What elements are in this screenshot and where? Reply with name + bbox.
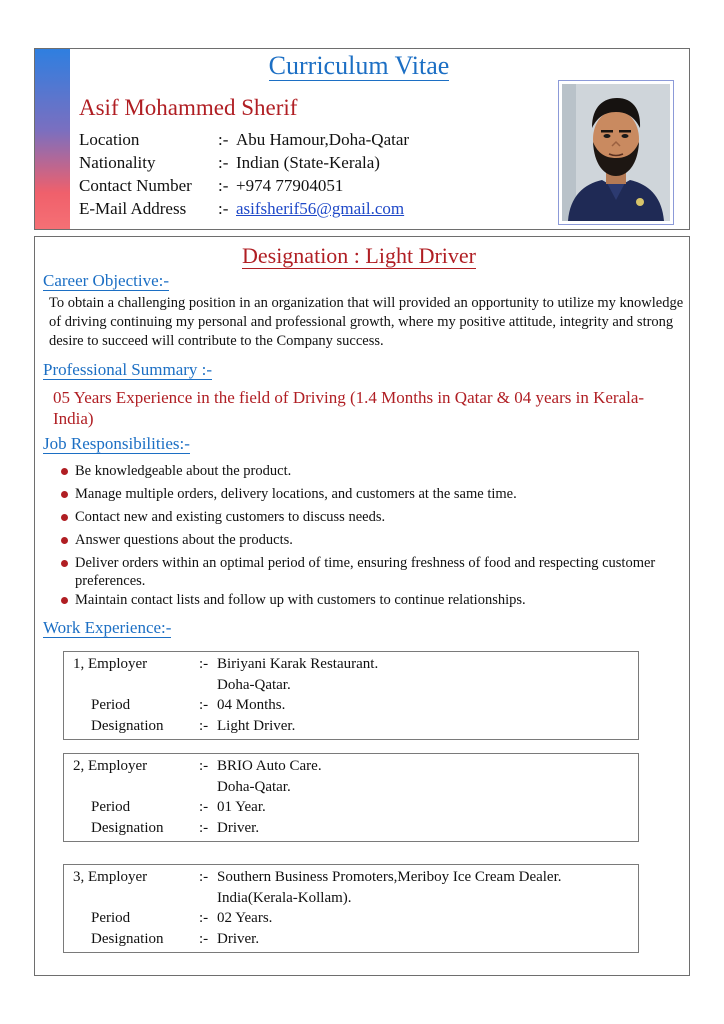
designation-row — [73, 818, 638, 839]
employer-location: Doha-Qatar. — [217, 676, 291, 693]
list-item: Answer questions about the products. — [61, 531, 681, 549]
email-value — [236, 197, 404, 220]
entry-separator: :- — [199, 910, 209, 926]
employer-label: 2, Employer — [73, 758, 148, 774]
employer-row — [73, 756, 638, 777]
job-responsibilities-heading — [43, 434, 190, 454]
profile-photo — [562, 84, 670, 221]
nationality-value: Indian (State-Kerala) — [236, 153, 380, 172]
contact-number-value: +974 77904051 — [236, 176, 344, 195]
work-experience-entry-1 — [63, 651, 639, 740]
designation-row — [73, 929, 638, 950]
info-row-location — [79, 128, 409, 151]
location-row — [73, 777, 638, 798]
designation-text: Designation : Light Driver — [241, 243, 476, 268]
employer-name: BRIO Auto Care. — [217, 758, 322, 774]
list-item: Deliver orders within an optimal period of time, ensuring freshness of food and respecting customer preferences. — [61, 554, 681, 590]
entry-separator: :- — [199, 697, 209, 713]
period-row — [73, 908, 638, 929]
work-experience-entry-3 — [63, 864, 639, 953]
info-key: E-Mail Address — [79, 199, 187, 218]
employer-location: Doha-Qatar. — [217, 778, 291, 795]
info-row-email — [79, 197, 409, 220]
career-objective-text: To obtain a challenging position in an organization that will provided an opportunity to utilize my knowledge of driving continuing my personal and professional growth, where my positive attitude, integrity and strong desire to succeed will contribute to the Company success. — [49, 295, 684, 349]
header-section — [34, 48, 690, 230]
entry-separator: :- — [199, 758, 209, 774]
period-value: 02 Years. — [217, 910, 273, 926]
career-objective-heading — [43, 271, 169, 291]
entry-separator: :- — [199, 819, 209, 836]
work-experience-entry-2 — [63, 753, 639, 842]
designation-label: Designation — [91, 717, 164, 734]
profile-photo-frame — [558, 80, 674, 225]
period-value: 01 Year. — [217, 799, 266, 815]
period-label: Period — [91, 799, 131, 815]
info-separator: :- — [218, 130, 229, 149]
list-item: Contact new and existing customers to discuss needs. — [61, 508, 681, 526]
profile-photo-image — [562, 84, 670, 221]
professional-summary-text: 05 Years Experience in the field of Driving (1.4 Months in Qatar & 04 years in Kerala-India) — [53, 388, 645, 428]
location-value: Abu Hamour,Doha-Qatar — [236, 130, 410, 149]
designation-value: Light Driver. — [217, 717, 296, 734]
entry-separator: :- — [199, 930, 209, 947]
job-responsibilities-list — [61, 462, 681, 609]
entry-separator: :- — [199, 799, 209, 815]
period-label: Period — [91, 697, 131, 713]
info-separator: :- — [218, 176, 229, 195]
employer-label: 1, Employer — [73, 656, 148, 672]
employer-location: India(Kerala-Kollam). — [217, 889, 352, 906]
designation-row — [73, 716, 638, 737]
period-label: Period — [91, 910, 131, 926]
employer-row — [73, 654, 638, 675]
designation-value: Driver. — [217, 819, 260, 836]
location-row — [73, 675, 638, 696]
list-item: Manage multiple orders, delivery locations, and customers at the same time. — [61, 485, 681, 503]
designation-label: Designation — [91, 930, 164, 947]
professional-summary-heading — [43, 360, 212, 380]
entry-separator: :- — [199, 717, 209, 734]
entry-separator: :- — [199, 656, 209, 672]
person-name: Asif Mohammed Sherif — [79, 95, 298, 120]
info-row-nationality — [79, 151, 409, 174]
work-experience-heading-text: Work Experience:- — [43, 618, 172, 637]
info-key: Nationality — [79, 153, 156, 172]
designation-heading — [35, 243, 683, 269]
period-row — [73, 797, 638, 818]
period-row — [73, 695, 638, 716]
info-separator: :- — [218, 199, 229, 218]
resume-body — [34, 236, 690, 976]
document-title — [35, 51, 683, 81]
list-item: Be knowledgeable about the product. — [61, 462, 681, 480]
info-key: Contact Number — [79, 176, 192, 195]
employer-label: 3, Employer — [73, 869, 148, 885]
work-experience-heading — [43, 618, 171, 638]
info-row-contact — [79, 174, 409, 197]
career-objective-heading-text: Career Objective:- — [43, 271, 170, 290]
contact-info-table — [79, 128, 409, 220]
period-value: 04 Months. — [217, 697, 286, 713]
document-title-text: Curriculum Vitae — [268, 51, 450, 80]
designation-value: Driver. — [217, 930, 260, 947]
employer-name: Southern Business Promoters,Meriboy Ice Cream Dealer. — [217, 869, 562, 885]
employer-name: Biriyani Karak Restaurant. — [217, 656, 379, 672]
list-item: Maintain contact lists and follow up with customers to continue relationships. — [61, 591, 681, 609]
info-key: Location — [79, 130, 140, 149]
location-row — [73, 888, 638, 909]
email-link[interactable]: asifsherif56@gmail.com — [236, 199, 405, 218]
employer-row — [73, 867, 638, 888]
info-separator: :- — [218, 153, 229, 172]
entry-separator: :- — [199, 869, 209, 885]
designation-label: Designation — [91, 819, 164, 836]
professional-summary-heading-text: Professional Summary :- — [43, 360, 213, 379]
job-responsibilities-heading-text: Job Responsibilities:- — [43, 434, 190, 453]
